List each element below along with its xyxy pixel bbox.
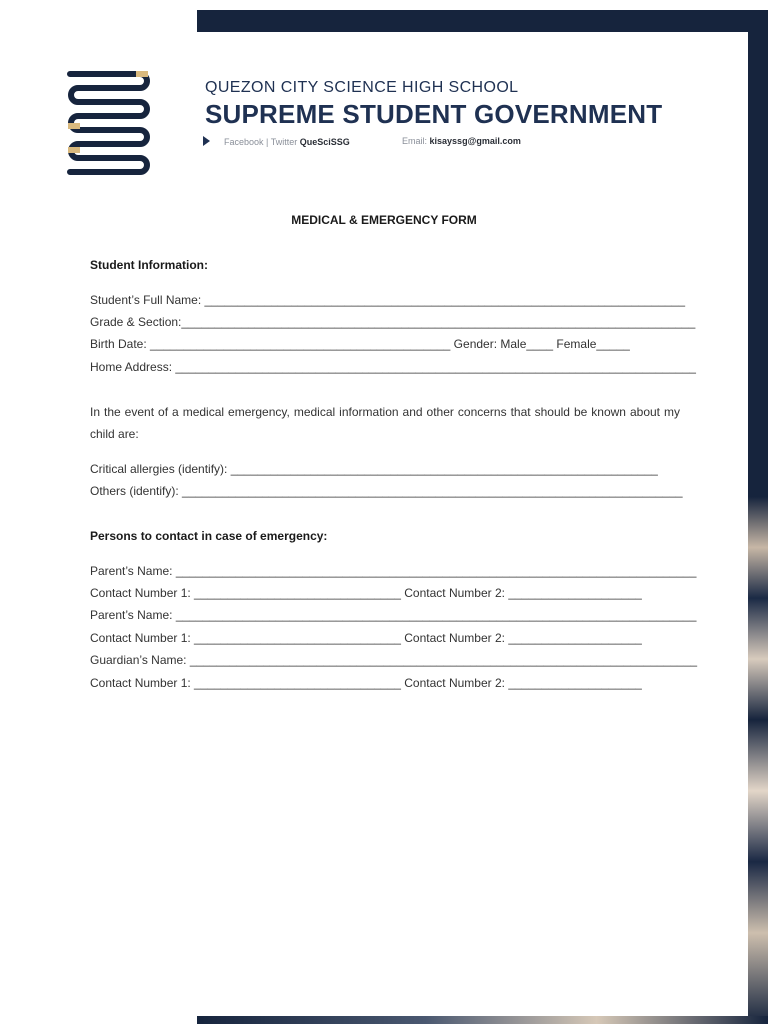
email-address: kisayssg@gmail.com — [429, 136, 521, 146]
parent-name-field[interactable]: Parent’s Name: ______________________________________________________________________________ — [90, 564, 697, 578]
frame-right-border — [748, 10, 768, 1024]
social-handle: QueSciSSG — [299, 137, 350, 147]
contact-numbers-field[interactable]: Contact Number 1: _______________________________ Contact Number 2: ____________________ — [90, 586, 642, 600]
birth-gender-field[interactable]: Birth Date: _____________________________________________ Gender: Male____ Female_____ — [90, 337, 630, 351]
student-section-heading: Student Information: — [90, 258, 208, 272]
email-label: Email: — [402, 136, 428, 146]
parent-name-field[interactable]: Parent’s Name: ______________________________________________________________________________ — [90, 608, 697, 622]
ssg-logo — [66, 70, 152, 180]
school-name: QUEZON CITY SCIENCE HIGH SCHOOL — [205, 79, 519, 96]
guardian-name-field[interactable]: Guardian’s Name: ____________________________________________________________________________ — [90, 653, 698, 667]
email-contact — [402, 136, 521, 146]
home-address-field[interactable]: Home Address: ______________________________________________________________________________ — [90, 360, 696, 374]
social-label: Facebook | Twitter — [224, 137, 298, 147]
contact-section-heading: Persons to contact in case of emergency: — [90, 529, 328, 543]
form-title: MEDICAL & EMERGENCY FORM — [291, 213, 477, 227]
medical-note: In the event of a medical emergency, medical information and other concerns that should be known about my child are: — [90, 405, 680, 441]
organization-name: SUPREME STUDENT GOVERNMENT — [205, 99, 663, 129]
social-links — [203, 136, 350, 147]
allergies-field[interactable]: Critical allergies (identify): ________________________________________________________________ — [90, 462, 658, 476]
others-field[interactable]: Others (identify): ___________________________________________________________________________ — [90, 484, 683, 498]
frame-bottom-border — [197, 1016, 768, 1024]
contact-numbers-field[interactable]: Contact Number 1: _______________________________ Contact Number 2: ____________________ — [90, 631, 642, 645]
contact-numbers-field[interactable]: Contact Number 1: _______________________________ Contact Number 2: ____________________ — [90, 676, 642, 690]
frame-top-border — [197, 10, 768, 32]
grade-section-field[interactable]: Grade & Section:_____________________________________________________________________________ — [90, 315, 696, 329]
student-name-field[interactable]: Student’s Full Name: ________________________________________________________________________ — [90, 293, 686, 307]
play-icon — [203, 136, 210, 146]
